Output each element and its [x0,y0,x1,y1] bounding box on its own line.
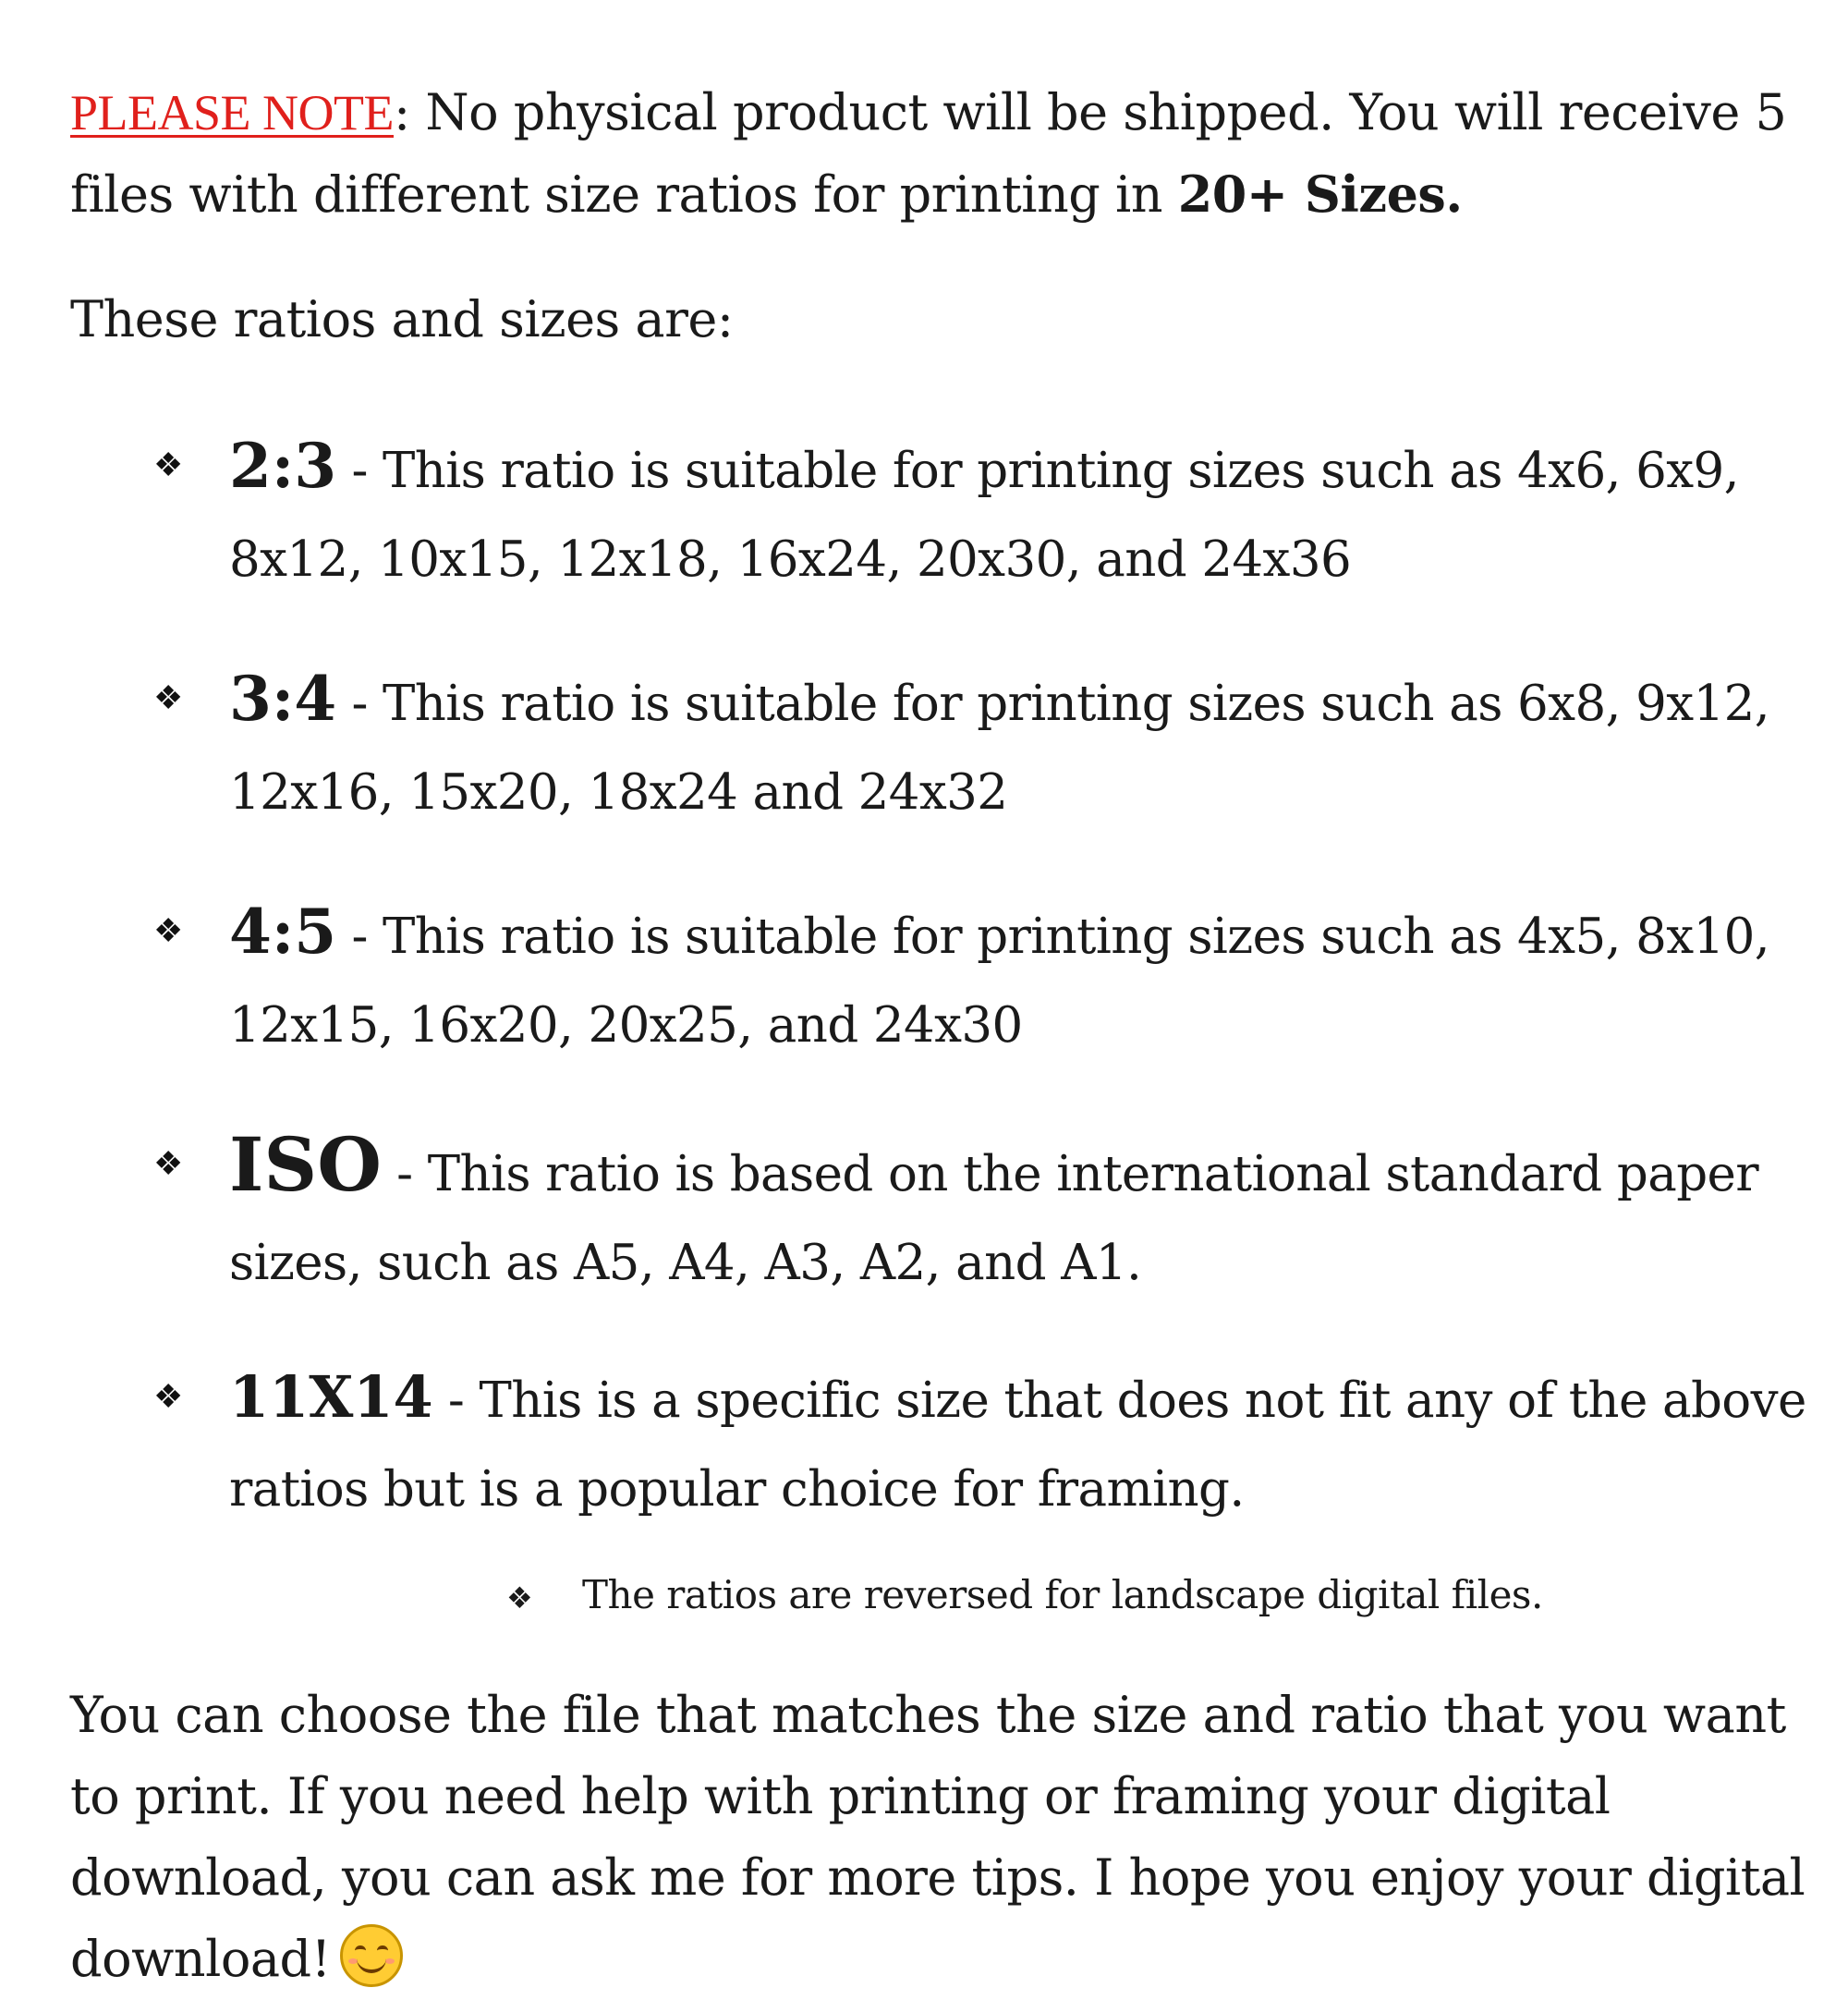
ratio-label: 4:5 [229,896,337,968]
ratio-description: - This ratio is suitable for printing sizes such as 4x6, 6x9, 8x12, 10x15, 12x18, 16x24, 20x30, and 24x36 [229,443,1739,588]
list-item-text [229,887,1809,1070]
ratio-label: 2:3 [229,430,337,502]
closing-text: You can choose the file that matches the size and ratio that you want to print. If you need help with printing or framing your digital download, you can ask me for more tips. I hope you enjoy your digital download! [70,1686,1805,1988]
bullet-icon: ❖ [153,1378,184,1416]
please-note-label: PLEASE NOTE [70,85,394,140]
ratio-label: 11X14 [229,1363,433,1431]
note-text: No physical product will be shipped. You will receive 5 files with different size ratios for printing in [70,83,1787,224]
ratio-description: - This is a specific size that does not fit any of the above ratios but is a popular choice for framing. [229,1372,1806,1518]
closing-paragraph [70,1675,1807,2000]
note-colon: : [393,83,410,141]
ratio-label: ISO [229,1121,382,1208]
sizes-emphasis: 20+ Sizes. [1177,165,1463,224]
list-item-text [229,1120,1809,1308]
footnote-text: The ratios are reversed for landscape digital files. [582,1572,1543,1617]
ratio-description: - This ratio is based on the international standard paper sizes, such as A5, A4, A3, A2, and A1. [229,1146,1759,1291]
ratio-description: - This ratio is suitable for printing sizes such as 4x5, 8x10, 12x15, 16x20, 20x25, and 24x30 [229,909,1769,1054]
list-item-text [229,421,1809,604]
ratio-label: 3:4 [229,663,337,735]
landscape-footnote [506,1567,1543,1626]
smiling-face-icon [340,1924,403,1987]
bullet-icon: ❖ [153,446,184,484]
bullet-icon: ❖ [153,1145,184,1183]
ratio-description: - This ratio is suitable for printing sizes such as 6x8, 9x12, 12x16, 15x20, 18x24 and 24x32 [229,676,1769,821]
bullet-icon: ❖ [153,679,184,717]
bullet-icon: ❖ [153,912,184,950]
list-item-text [229,1353,1809,1534]
ratios-heading: These ratios and sizes are: [70,290,734,348]
list-item-text [229,654,1809,837]
bullet-icon: ❖ [506,1580,533,1616]
shipping-note [70,72,1789,236]
